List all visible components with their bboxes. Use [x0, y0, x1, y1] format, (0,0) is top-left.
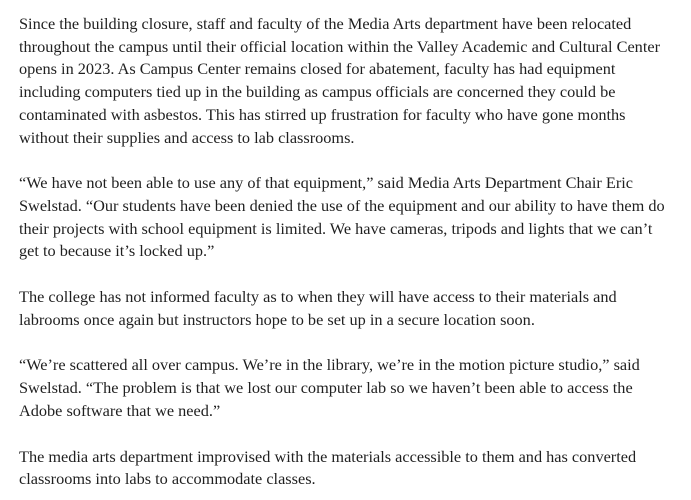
article-paragraph: The media arts department improvised with the materials accessible to them and has converted classrooms into labs to accommodate classes. — [19, 446, 637, 489]
article-paragraph: “We’re scattered all over campus. We’re in the library, we’re in the motion picture studio,” said Swelstad. “The problem is that we lost our computer lab so we haven’t been able to access the Adobe software that we need.” — [19, 355, 640, 420]
article-paragraph: The college has not informed faculty as to when they will have access to their materials and labrooms once again but instructors hope to be set up in a secure location soon. — [19, 287, 617, 329]
article-paragraph: “We have not been able to use any of that equipment,” said Media Arts Department Chair Eric Swelstad. “Our students have been denied the use of the equipment and our ability to have them do their projects with school equipment is limited. We have cameras, tripods and lights that we can’t get to because it’s locked up.” — [19, 173, 665, 261]
article-body — [19, 13, 675, 491]
article-paragraph: Since the building closure, staff and faculty of the Media Arts department have been relocated throughout the campus until their official location within the Valley Academic and Cultural Center opens in 2023. As Campus Center remains closed for abatement, faculty has had equipment including computers tied up in the building as campus officials are concerned they could be contaminated with asbestos. This has stirred up frustration for faculty who have gone months without their supplies and access to lab classrooms. — [19, 14, 660, 147]
